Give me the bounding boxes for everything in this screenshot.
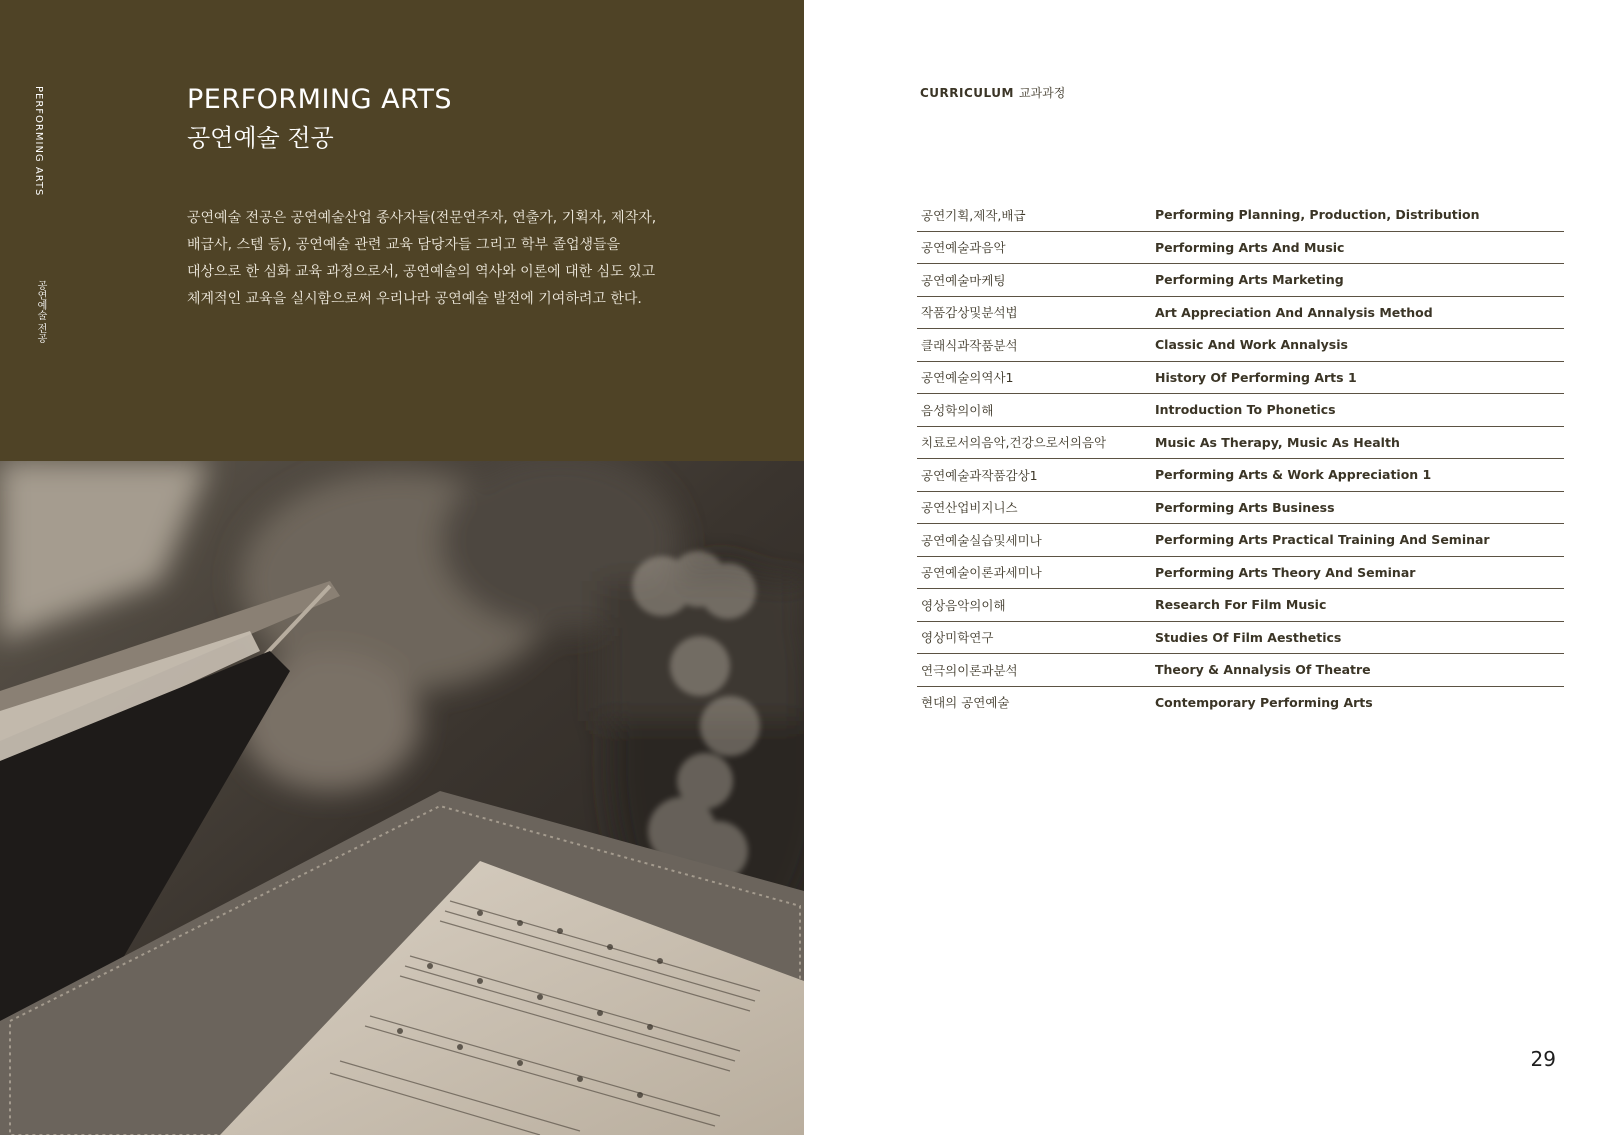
right-panel (804, 0, 1604, 1135)
course-name-ko: 작품감상및분석법 (917, 296, 1155, 329)
course-name-ko: 현대의 공연예술 (921, 695, 1010, 711)
course-name-en: Classic And Work Annalysis (1155, 329, 1564, 362)
curriculum-row (917, 556, 1564, 589)
curriculum-row (917, 426, 1564, 459)
course-name-ko: 공연예술의역사1 (917, 361, 1155, 394)
course-name-en: Performing Arts Business (1155, 491, 1564, 524)
curriculum-table (917, 199, 1564, 718)
curriculum-row (917, 459, 1564, 492)
curriculum-header (920, 84, 1065, 101)
course-name-ko: 공연예술과작품감상1 (917, 459, 1155, 492)
course-name-en: Studies Of Film Aesthetics (1155, 621, 1564, 654)
course-name-ko: 클래식과작품분석 (917, 329, 1155, 362)
page-title-ko: 공연예술 전공 (187, 124, 334, 152)
course-name-ko: 음성학의이해 (917, 394, 1155, 427)
course-name-en: Research For Film Music (1155, 589, 1564, 622)
curriculum-row (917, 361, 1564, 394)
course-name-en: Performing Arts Theory And Seminar (1155, 556, 1564, 589)
curriculum-row (917, 264, 1564, 297)
curriculum-row (917, 296, 1564, 329)
course-name-ko: 공연예술마케팅 (917, 264, 1155, 297)
vertical-label-en: PERFORMING ARTS (33, 86, 44, 197)
course-name-en: Music As Therapy, Music As Health (1155, 426, 1564, 459)
course-name-en: History Of Performing Arts 1 (1155, 361, 1564, 394)
course-name-ko: 공연예술실습및세미나 (917, 524, 1155, 557)
course-name-en: Performing Arts Practical Training And Seminar (1155, 524, 1564, 557)
course-name-en: Performing Arts And Music (1155, 231, 1564, 264)
course-name-ko: 공연예술이론과세미나 (917, 556, 1155, 589)
curriculum-row (917, 686, 1564, 718)
course-name-en: Performing Arts Marketing (1155, 264, 1564, 297)
course-name-en: Art Appreciation And Annalysis Method (1155, 296, 1564, 329)
intro-block (0, 0, 804, 461)
page-number: 29 (1530, 1047, 1556, 1071)
curriculum-header-ko: 교과과정 (1018, 86, 1066, 100)
curriculum-header-en: CURRICULUM (920, 86, 1014, 100)
course-name-ko: 공연예술과음악 (917, 231, 1155, 264)
curriculum-row (917, 199, 1564, 231)
sheet-music-photo (0, 461, 804, 1135)
course-name-en: Performing Arts & Work Appreciation 1 (1155, 459, 1564, 492)
intro-line: 공연예술 전공은 공연예술산업 종사자들(전문연주자, 연출가, 기획자, 제작자, (187, 210, 657, 226)
course-name-ko: 연극의이론과분석 (917, 654, 1155, 687)
intro-line: 대상으로 한 심화 교육 과정으로서, 공연예술의 역사와 이론에 대한 심도 있고 (187, 264, 656, 280)
course-name-en: Theory & Annalysis Of Theatre (1155, 654, 1564, 687)
vertical-label-ko: 공연예술 전공 (35, 280, 46, 344)
course-name-ko: 영상음악의이해 (917, 589, 1155, 622)
curriculum-row (917, 621, 1564, 654)
course-name-en: Contemporary Performing Arts (1155, 694, 1373, 710)
course-name-en: Introduction To Phonetics (1155, 394, 1564, 427)
intro-line: 체계적인 교육을 실시함으로써 우리나라 공연예술 발전에 기여하려고 한다. (187, 291, 642, 307)
course-name-en: Performing Planning, Production, Distribution (1155, 199, 1564, 231)
curriculum-row (917, 524, 1564, 557)
course-name-ko: 공연산업비지니스 (917, 491, 1155, 524)
intro-paragraph (187, 205, 687, 313)
course-name-ko: 공연기획,제작,배급 (917, 199, 1155, 231)
curriculum-row (917, 329, 1564, 362)
page-title-en: PERFORMING ARTS (187, 84, 453, 115)
course-name-ko: 치료로서의음악,건강으로서의음악 (917, 426, 1155, 459)
curriculum-row (917, 589, 1564, 622)
curriculum-row (917, 394, 1564, 427)
curriculum-row (917, 491, 1564, 524)
course-name-ko: 영상미학연구 (917, 621, 1155, 654)
curriculum-row (917, 654, 1564, 687)
curriculum-row (917, 231, 1564, 264)
intro-line: 배급사, 스텝 등), 공연예술 관련 교육 담당자들 그리고 학부 졸업생들을 (187, 237, 621, 253)
